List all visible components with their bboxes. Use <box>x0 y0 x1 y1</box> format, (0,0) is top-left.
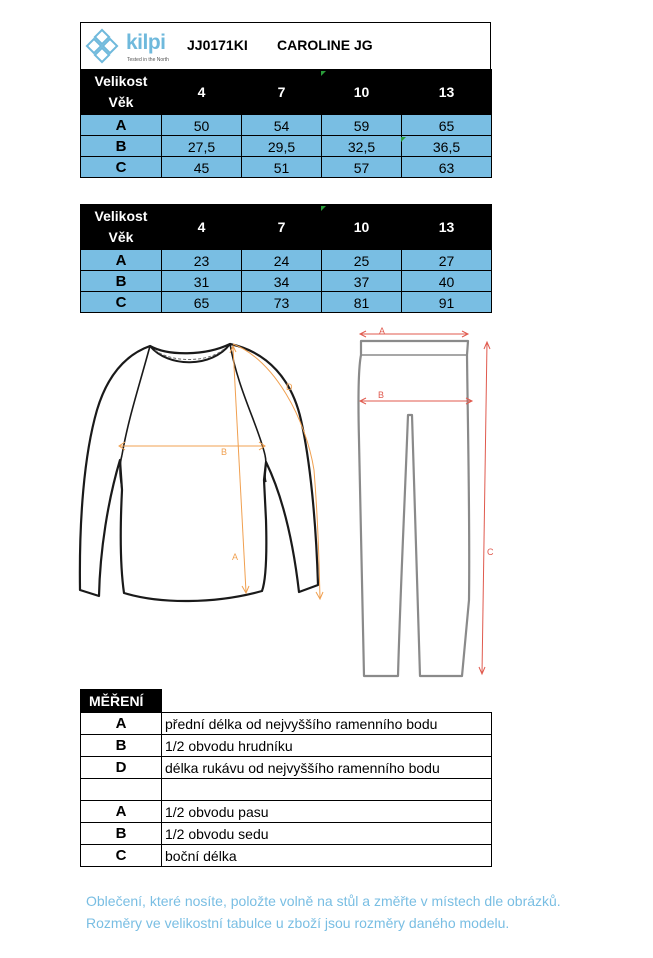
table-cell: 45 <box>162 157 242 178</box>
table-cell: 32,5 <box>322 136 402 157</box>
cell-marker <box>401 137 406 142</box>
table-cell: 36,5 <box>402 136 492 157</box>
row-label: A <box>81 115 162 136</box>
side-length-measure-line <box>482 342 487 674</box>
legend-row <box>81 735 492 757</box>
table-cell: 23 <box>162 250 242 271</box>
legend-letter: A <box>81 801 162 823</box>
legend-description: přední délka od nejvyššího ramenního bodu <box>162 713 492 735</box>
table-cell: 34 <box>242 271 322 292</box>
legend-description: 1/2 obvodu hrudníku <box>162 735 492 757</box>
size-heading: 4 <box>162 205 242 250</box>
legend-description: délka rukávu od nejvyššího ramenního bodu <box>162 757 492 779</box>
table-cell: 37 <box>322 271 402 292</box>
cell-marker <box>321 71 326 76</box>
age-label: Věk <box>108 94 134 110</box>
chest-label: B <box>221 447 228 457</box>
model-note: Rozměry ve velikostní tabulce u zboží jsou rozměry daného modelu. <box>86 915 510 931</box>
row-label: B <box>81 136 162 157</box>
table-cell: 27,5 <box>162 136 242 157</box>
size-heading: 7 <box>242 70 322 115</box>
sleeve-label: D <box>286 382 293 392</box>
shirt-outline <box>80 344 318 601</box>
legend-row <box>81 845 492 867</box>
table-cell: 57 <box>322 157 402 178</box>
legend-description: 1/2 obvodu pasu <box>162 801 492 823</box>
size-heading: 13 <box>402 205 492 250</box>
size-heading: 10 <box>322 70 402 115</box>
pants-outline <box>358 341 469 676</box>
size-heading: 4 <box>162 70 242 115</box>
age-label: Věk <box>108 229 134 245</box>
size-label: Velikost <box>94 73 148 89</box>
table-cell: 31 <box>162 271 242 292</box>
table-cell: 24 <box>242 250 322 271</box>
front-length-label: A <box>232 552 239 562</box>
legend-row <box>81 757 492 779</box>
table-cell: 81 <box>322 292 402 313</box>
hip-label: B <box>378 390 385 400</box>
side-seam-right <box>265 455 266 482</box>
size-heading: 10 <box>322 205 402 250</box>
table-cell: 29,5 <box>242 136 322 157</box>
legend-title-row <box>81 690 492 713</box>
instruction-note: Oblečení, které nosíte, položte volně na stůl a změřte v místech dle obrázků. <box>86 893 561 909</box>
size-heading: 13 <box>402 70 492 115</box>
legend-description: 1/2 obvodu sedu <box>162 823 492 845</box>
table-cell: 25 <box>322 250 402 271</box>
measurement-legend <box>80 689 492 867</box>
table-cell: 73 <box>242 292 322 313</box>
brand-tagline: Tested in the North <box>127 57 169 63</box>
legend-row <box>81 779 492 801</box>
size-label: Velikost <box>94 208 148 224</box>
product-code: JJ0171KI <box>187 37 248 53</box>
table-cell: 40 <box>402 271 492 292</box>
brand-name: kilpi <box>126 31 166 54</box>
legend-title-blank <box>162 690 492 713</box>
table-cell: 54 <box>242 115 322 136</box>
table-cell: 65 <box>402 115 492 136</box>
legend-letter: B <box>81 735 162 757</box>
waist-label: A <box>379 326 386 336</box>
cell-marker <box>321 206 326 211</box>
row-label: C <box>81 292 162 313</box>
legend-letter: C <box>81 845 162 867</box>
legend-row <box>81 823 492 845</box>
legend-title: MĚŘENÍ <box>81 690 162 713</box>
legend-letter: B <box>81 823 162 845</box>
table-cell: 50 <box>162 115 242 136</box>
row-label: A <box>81 250 162 271</box>
table-cell: 59 <box>322 115 402 136</box>
row-label: C <box>81 157 162 178</box>
legend-letter <box>81 779 162 801</box>
table-cell: 63 <box>402 157 492 178</box>
legend-description <box>162 779 492 801</box>
legend-row <box>81 801 492 823</box>
side-length-label: C <box>487 547 494 557</box>
size-heading: 7 <box>242 205 322 250</box>
table-cell: 51 <box>242 157 322 178</box>
legend-letter: A <box>81 713 162 735</box>
table-cell: 91 <box>402 292 492 313</box>
legend-description: boční délka <box>162 845 492 867</box>
table-cell: 27 <box>402 250 492 271</box>
row-label: B <box>81 271 162 292</box>
legend-letter: D <box>81 757 162 779</box>
table-cell: 65 <box>162 292 242 313</box>
product-name: CAROLINE JG <box>277 37 373 53</box>
legend-row <box>81 713 492 735</box>
